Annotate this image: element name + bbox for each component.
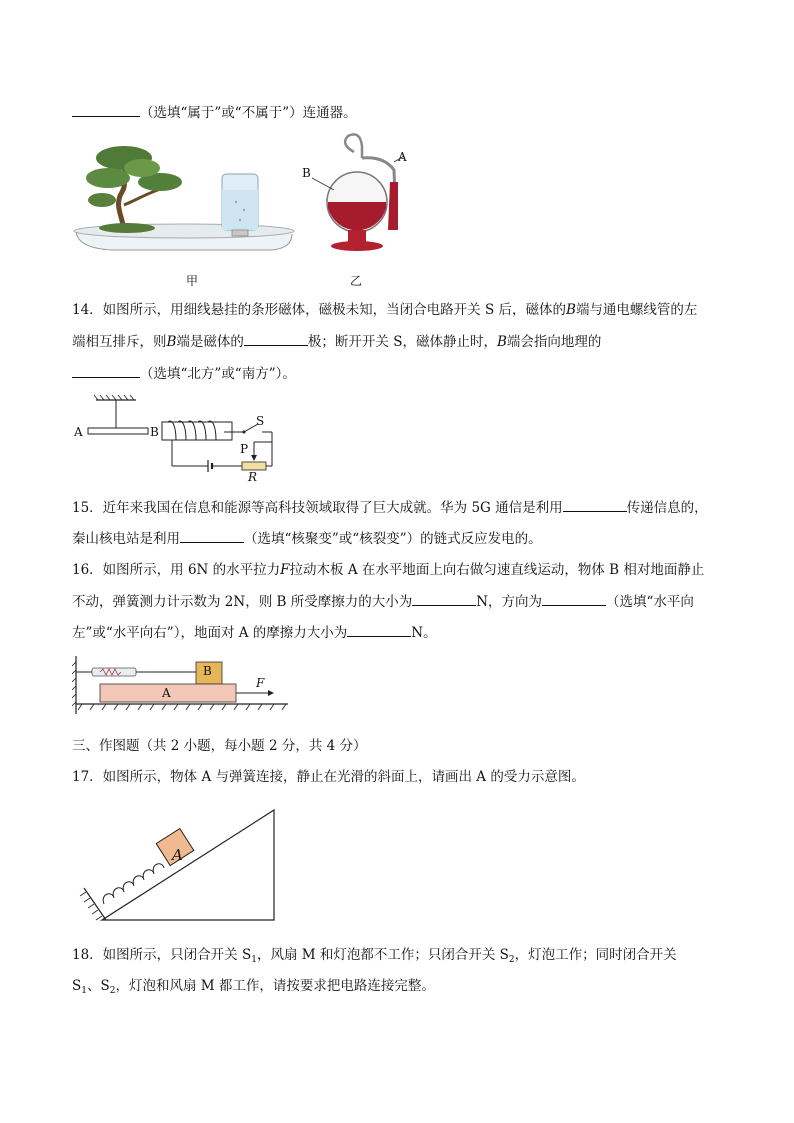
answer-blank[interactable]	[180, 528, 244, 543]
answer-blank[interactable]	[542, 591, 606, 606]
q14-line-3: （选填“北方”或“南方”）。	[72, 363, 296, 384]
q14-line-2: 端相互排斥，则B端是磁体的 极；断开开关 S，磁体静止时，B端会指向地理的	[72, 331, 601, 352]
answer-blank[interactable]	[347, 622, 411, 637]
figure-14	[72, 392, 292, 482]
label-yi: 乙	[350, 274, 363, 288]
label-A: A	[74, 425, 83, 439]
label-P: P	[240, 442, 249, 456]
label-B: B	[150, 425, 159, 439]
q16-line-1: 16．如图所示，用 6N 的水平拉力F拉动木板 A 在水平地面上向右做匀速直线运动，物体 B 相对地面静止	[72, 562, 705, 578]
q15-line-1: 15．近年来我国在信息和能源等高科技领域取得了巨大成就。华为 5G 通信是利用 传递信息的，	[72, 497, 708, 518]
answer-blank[interactable]	[72, 363, 140, 378]
label-A: A	[172, 846, 183, 864]
q14-line-1: 14．如图所示，用细线悬挂的条形磁体，磁极未知，当闭合电路开关 S 后，磁体的B端与通电螺线管的左	[72, 302, 698, 318]
label-A: A	[398, 150, 407, 164]
label-F: F	[256, 676, 265, 690]
figure-14-drawing	[72, 392, 292, 482]
q13-tail-line: （选填“属于”或“不属于”）连通器。	[72, 102, 357, 123]
answer-blank[interactable]	[412, 591, 476, 606]
q16-line-3: 左”或“水平向右”），地面对 A 的摩擦力大小为 N。	[72, 622, 437, 643]
figure-16	[72, 654, 292, 720]
label-jia: 甲	[186, 274, 199, 288]
q18-line-2: $S_1$、$S_2$，灯泡和风扇 M 都工作，请按要求把电路连接完整。	[72, 978, 435, 996]
answer-blank[interactable]	[244, 331, 308, 346]
figure-13	[72, 130, 432, 290]
answer-blank[interactable]	[563, 497, 627, 512]
section-3-title: 三、作图题（共 2 小题，每小题 2 分，共 4 分）	[72, 738, 367, 754]
figure-17	[72, 800, 282, 926]
q15-line-2: 秦山核电站是利用 （选填“核聚变”或“核裂变”）的链式反应发电的。	[72, 528, 542, 549]
label-B: B	[203, 664, 212, 678]
label-A: A	[162, 686, 171, 700]
q18-line-1: 18．如图所示，只闭合开关 $S_1$，风扇 M 和灯泡都不工作；只闭合开关 $S_2$，灯泡工作；同时闭合开关	[72, 947, 677, 965]
figure-13-drawing	[72, 130, 432, 290]
label-S: S	[256, 414, 265, 428]
q17-text: 17．如图所示，物体 A 与弹簧连接，静止在光滑的斜面上，请画出 A 的受力示意图。	[72, 769, 585, 785]
answer-blank[interactable]	[72, 102, 140, 117]
label-R: R	[248, 470, 258, 484]
label-B: B	[302, 166, 311, 180]
q16-line-2: 不动，弹簧测力计示数为 2N，则 B 所受摩擦力的大小为 N，方向为 （选填“水平向	[72, 591, 694, 612]
